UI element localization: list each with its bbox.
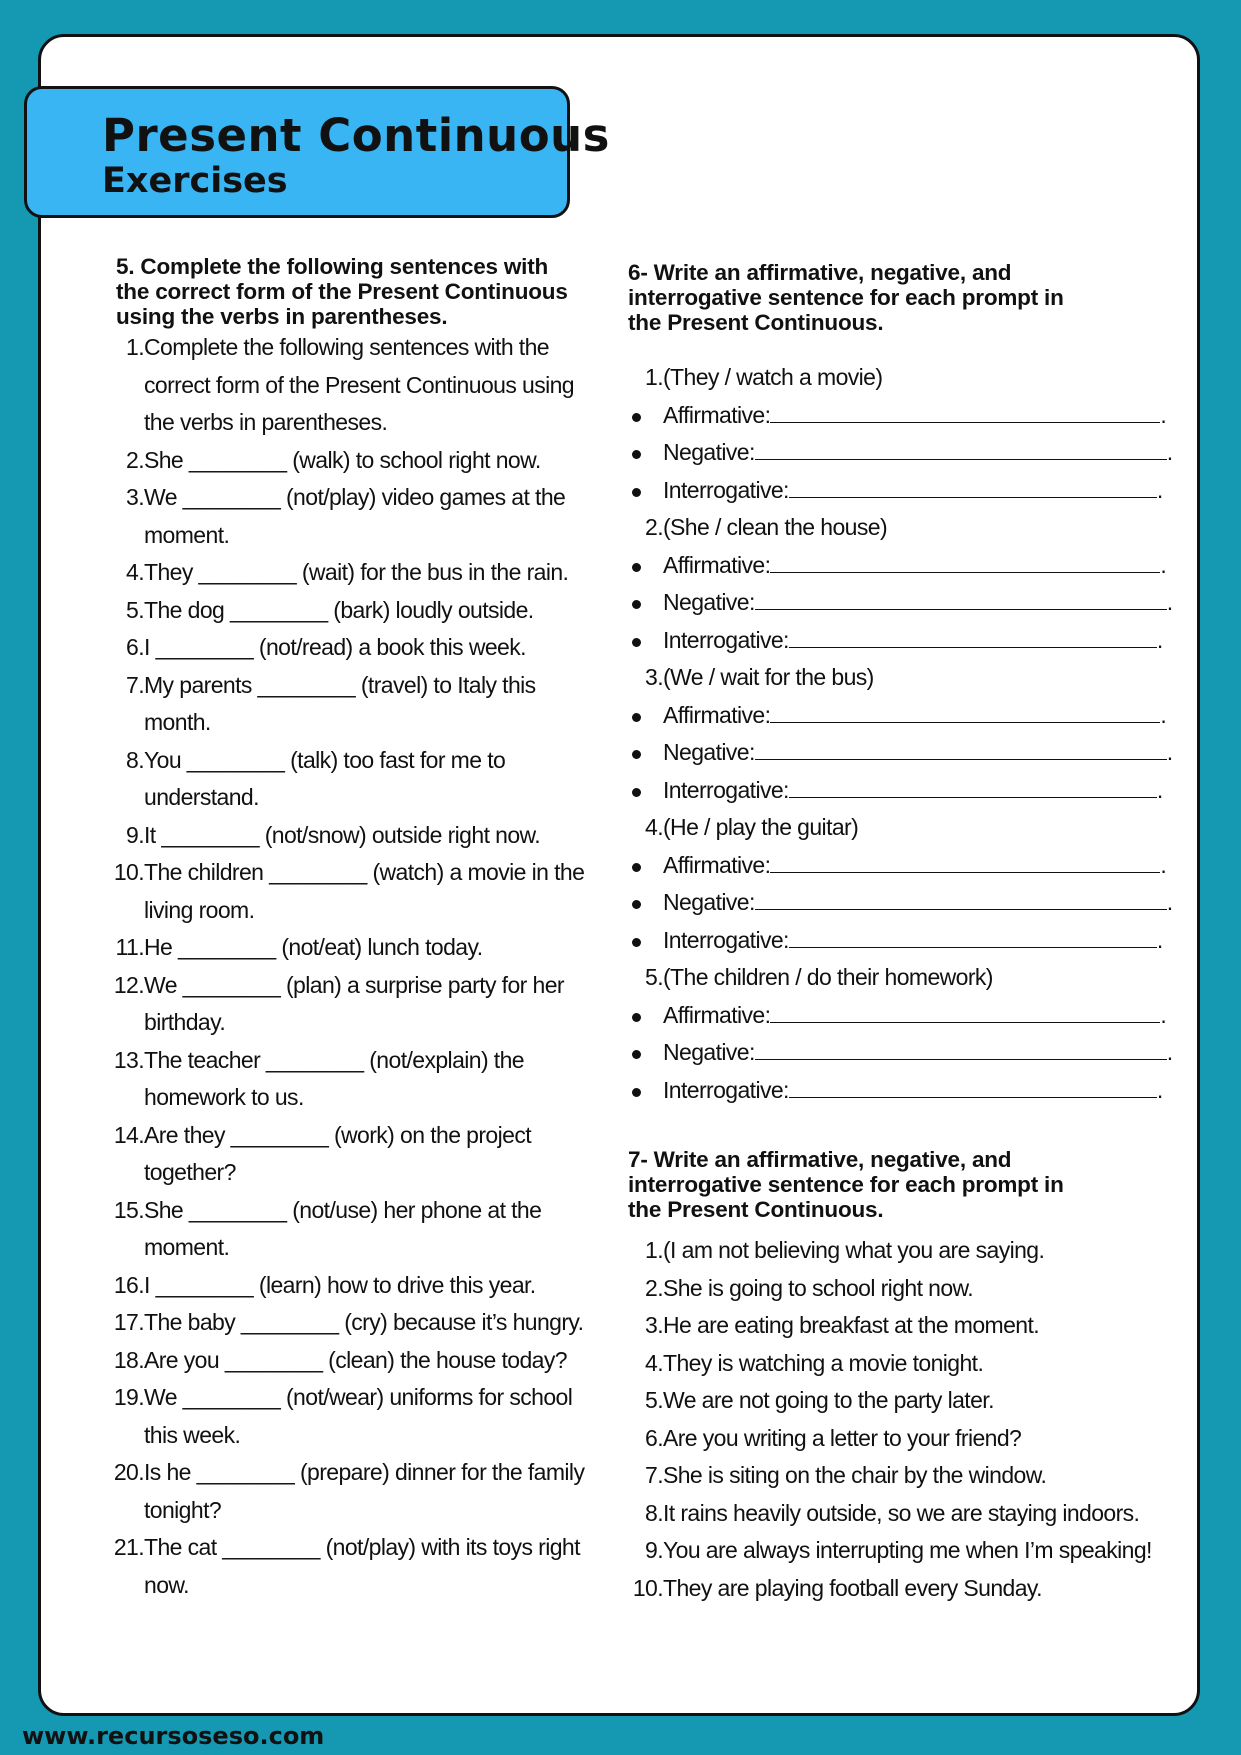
exercise-6-interrogative-label: Interrogative: <box>663 626 789 653</box>
exercise-5-item <box>116 479 586 554</box>
answer-blank[interactable] <box>770 698 1160 723</box>
exercise-5-item-text: You ________ (talk) too fast for me to understand. <box>144 746 506 810</box>
answer-blank[interactable] <box>789 623 1157 648</box>
exercise-6-interrogative-row <box>628 922 1188 960</box>
exercise-6-prompt <box>628 809 1188 847</box>
exercise-7-item-number: 8. <box>645 1499 663 1526</box>
exercise-6-prompt-text: (She / clean the house) <box>663 514 888 540</box>
exercise-5-item-text: The baby ________ (cry) because it’s hungry. <box>144 1309 584 1335</box>
exercise-6-affirmative-row <box>628 547 1188 585</box>
exercise-5-item <box>113 1529 586 1604</box>
exercise-5-item <box>116 667 586 742</box>
exercise-6-negative-row <box>628 1034 1188 1072</box>
exercise-6-prompt-number: 5. <box>645 964 663 990</box>
exercise-5-item <box>113 1342 586 1380</box>
right-column <box>628 260 1188 1607</box>
exercise-5-item-number: 4. <box>126 559 144 585</box>
exercise-5-item-number: 16. <box>113 1271 144 1298</box>
exercise-5-item-number: 3. <box>126 484 144 510</box>
exercise-5-item <box>113 1379 586 1454</box>
exercise-6-prompt <box>628 959 1188 997</box>
end-period: . <box>1166 739 1173 765</box>
exercise-7-item-text: You are always interrupting me when I’m speaking! <box>663 1537 1152 1563</box>
exercise-6-prompt <box>628 509 1188 547</box>
exercise-5-item-number: 2. <box>126 446 144 473</box>
exercise-6-prompt-group <box>628 509 1188 659</box>
answer-blank[interactable] <box>789 923 1157 948</box>
exercise-6-interrogative-label: Interrogative: <box>663 926 789 953</box>
exercise-6-prompt-group <box>628 359 1188 509</box>
exercise-5-item-number: 18. <box>113 1346 144 1373</box>
exercise-6-prompts <box>628 359 1188 1109</box>
exercise-7-item <box>628 1382 1188 1420</box>
exercise-5-item <box>113 1192 586 1267</box>
answer-blank[interactable] <box>770 998 1160 1023</box>
exercise-7-item <box>628 1345 1188 1383</box>
exercise-5-list <box>113 329 586 1604</box>
exercise-7-item-text: We are not going to the party later. <box>663 1387 994 1413</box>
exercise-5-item-number: 21. <box>113 1534 144 1560</box>
end-period: . <box>1166 439 1173 465</box>
exercise-5-item <box>113 967 586 1042</box>
exercise-6-affirmative-label: Affirmative: <box>663 701 771 728</box>
exercise-7-item-number: 1. <box>645 1237 663 1263</box>
exercise-5-heading: 5. Complete the following sentences with the correct form of the Present Continuous using the verbs in parentheses. <box>116 254 568 329</box>
exercise-5-item <box>116 442 586 480</box>
exercise-6-interrogative-label: Interrogative: <box>663 1076 789 1103</box>
footer-url[interactable]: www.recursoseso.com <box>22 1722 325 1750</box>
exercise-5-item-number: 7. <box>126 671 144 698</box>
exercise-6-negative-row <box>628 584 1188 622</box>
exercise-5-item-text: The teacher ________ (not/explain) the homework to us. <box>144 1046 524 1110</box>
exercise-5-item-text: We ________ (plan) a surprise party for her birthday. <box>144 971 564 1035</box>
exercise-5-item <box>116 554 586 592</box>
exercise-7-item <box>628 1307 1188 1345</box>
exercise-7-item <box>628 1532 1188 1570</box>
exercise-5-item-number: 19. <box>113 1384 144 1410</box>
exercise-5-item <box>113 854 586 929</box>
exercise-5-item-number: 9. <box>126 821 144 848</box>
exercise-7-item-text: He are eating breakfast at the moment. <box>663 1312 1040 1338</box>
exercise-5-item <box>113 1267 586 1305</box>
exercise-5-item-text: I ________ (learn) how to drive this year. <box>144 1271 536 1298</box>
exercise-5-item <box>116 817 586 855</box>
exercise-6-prompt-number: 1. <box>645 364 663 390</box>
exercise-5-item-text: She ________ (walk) to school right now. <box>144 446 541 473</box>
exercise-7-item-number: 3. <box>645 1312 663 1338</box>
exercise-5-item-text: The dog ________ (bark) loudly outside. <box>144 596 534 623</box>
exercise-5-item-number: 20. <box>113 1459 144 1485</box>
exercise-6-negative-row <box>628 434 1188 472</box>
answer-blank[interactable] <box>755 585 1167 610</box>
exercise-7-item <box>628 1420 1188 1458</box>
exercise-5-item-number: 8. <box>126 746 144 773</box>
exercise-6-negative-row <box>628 734 1188 772</box>
exercise-5-item-number: 12. <box>113 971 144 998</box>
exercise-5-item-number: 15. <box>113 1196 144 1223</box>
end-period: . <box>1160 851 1167 878</box>
exercise-7-heading: 7- Write an affirmative, negative, and interrogative sentence for each prompt in the Present Continuous. <box>628 1147 1064 1222</box>
exercise-7-item-number: 5. <box>645 1387 663 1413</box>
exercise-7-item-text: Are you writing a letter to your friend? <box>663 1424 1022 1451</box>
exercise-7-item-text: (I am not believing what you are saying. <box>663 1237 1045 1263</box>
exercise-7-item-text: She is going to school right now. <box>663 1274 974 1301</box>
answer-blank[interactable] <box>755 885 1167 910</box>
exercise-7-item-text: They is watching a movie tonight. <box>663 1349 984 1376</box>
exercise-5-item <box>116 742 586 817</box>
exercise-6-prompt-text: (The children / do their homework) <box>663 964 993 990</box>
exercise-5-item-text: My parents ________ (travel) to Italy this month. <box>144 671 536 735</box>
exercise-6-affirmative-label: Affirmative: <box>663 401 771 428</box>
exercise-6-negative-label: Negative: <box>663 739 755 765</box>
exercise-7-item <box>628 1270 1188 1308</box>
exercise-6-prompt-number: 4. <box>645 814 663 840</box>
page-title: Present Continuous <box>102 109 610 162</box>
answer-blank[interactable] <box>755 735 1167 760</box>
answer-blank[interactable] <box>770 548 1160 573</box>
exercise-5-item-number: 14. <box>113 1121 144 1148</box>
exercise-6-prompt <box>628 659 1188 697</box>
exercise-5-item-text: Are you ________ (clean) the house today? <box>144 1346 567 1373</box>
end-period: . <box>1166 1039 1173 1065</box>
exercise-6-interrogative-row <box>628 772 1188 810</box>
exercise-7-item-number: 6. <box>645 1424 663 1451</box>
title-banner <box>24 86 610 218</box>
exercise-5-item <box>116 592 586 630</box>
answer-blank[interactable] <box>755 435 1167 460</box>
exercise-5-item-text: Is he ________ (prepare) dinner for the family tonight? <box>144 1459 585 1523</box>
exercise-5-item-number: 10. <box>113 859 144 885</box>
exercise-7-item-number: 2. <box>645 1274 663 1301</box>
exercise-5-item <box>113 1117 586 1192</box>
answer-blank[interactable] <box>789 473 1157 498</box>
exercise-6-heading: 6- Write an affirmative, negative, and interrogative sentence for each prompt in the Present Continuous. <box>628 260 1064 335</box>
exercise-6-affirmative-row <box>628 997 1188 1035</box>
exercise-5-item <box>116 929 586 967</box>
exercise-5-item-number: 13. <box>113 1046 144 1073</box>
end-period: . <box>1160 701 1167 728</box>
end-period: . <box>1160 551 1167 578</box>
exercise-7-item-text: She is siting on the chair by the window. <box>663 1462 1047 1488</box>
exercise-5-item-text: The children ________ (watch) a movie in the living room. <box>144 859 585 923</box>
end-period: . <box>1166 589 1173 615</box>
exercise-6-affirmative-label: Affirmative: <box>663 1001 771 1028</box>
exercise-6-prompt-text: (He / play the guitar) <box>663 814 859 840</box>
exercise-5-item <box>116 329 586 442</box>
exercise-6-affirmative-row <box>628 397 1188 435</box>
exercise-5-item-text: She ________ (not/use) her phone at the moment. <box>144 1196 542 1260</box>
exercise-6-prompt <box>628 359 1188 397</box>
answer-blank[interactable] <box>770 848 1160 873</box>
exercise-5-item-text: I ________ (not/read) a book this week. <box>144 634 526 660</box>
exercise-7 <box>628 1147 1188 1607</box>
exercise-6-interrogative-row <box>628 622 1188 660</box>
exercise-7-item <box>628 1495 1188 1533</box>
exercise-7-item <box>628 1232 1188 1270</box>
exercise-5-item <box>113 1304 586 1342</box>
end-period: . <box>1160 1001 1167 1028</box>
exercise-6-negative-label: Negative: <box>663 439 755 465</box>
exercise-5-item-text: He ________ (not/eat) lunch today. <box>144 934 483 960</box>
exercise-6-prompt-text: (They / watch a movie) <box>663 364 883 390</box>
exercise-5-item-number: 6. <box>126 634 144 660</box>
exercise-5-item-number: 11. <box>115 934 144 960</box>
exercise-5-item-text: We ________ (not/play) video games at the moment. <box>144 484 566 548</box>
exercise-5-item <box>113 1454 586 1529</box>
end-period: . <box>1156 776 1163 803</box>
answer-blank[interactable] <box>789 773 1157 798</box>
exercise-6-prompt-group <box>628 659 1188 809</box>
exercise-6 <box>628 260 1188 1109</box>
end-period: . <box>1166 889 1173 915</box>
exercise-7-item-number: 9. <box>645 1537 663 1563</box>
exercise-7-item-text: It rains heavily outside, so we are staying indoors. <box>663 1499 1140 1526</box>
exercise-6-interrogative-label: Interrogative: <box>663 476 789 503</box>
exercise-6-affirmative-label: Affirmative: <box>663 851 771 878</box>
exercise-6-prompt-group <box>628 959 1188 1109</box>
exercise-7-item-number: 7. <box>645 1462 663 1488</box>
exercise-5-item <box>116 629 586 667</box>
exercise-6-prompt-text: (We / wait for the bus) <box>663 664 874 690</box>
answer-blank[interactable] <box>789 1073 1157 1098</box>
answer-blank[interactable] <box>755 1035 1167 1060</box>
exercise-6-affirmative-row <box>628 697 1188 735</box>
exercise-7-list <box>628 1232 1188 1607</box>
exercise-5-item-number: 17. <box>113 1309 144 1335</box>
end-period: . <box>1156 476 1163 503</box>
exercise-5-item-text: We ________ (not/wear) uniforms for school this week. <box>144 1384 573 1448</box>
exercise-5-item-number: 5. <box>126 596 144 623</box>
exercise-7-item <box>628 1457 1188 1495</box>
exercise-6-affirmative-label: Affirmative: <box>663 551 771 578</box>
exercise-6-negative-label: Negative: <box>663 1039 755 1065</box>
exercise-6-interrogative-row <box>628 472 1188 510</box>
exercise-7-item-number: 10. <box>632 1574 663 1601</box>
exercise-6-negative-row <box>628 884 1188 922</box>
exercise-5-item-text: The cat ________ (not/play) with its toys right now. <box>144 1534 580 1598</box>
end-period: . <box>1160 401 1167 428</box>
answer-blank[interactable] <box>770 398 1160 423</box>
exercise-5 <box>113 254 586 1604</box>
exercise-7-item-number: 4. <box>645 1349 663 1376</box>
exercise-6-negative-label: Negative: <box>663 889 755 915</box>
exercise-6-prompt-number: 3. <box>645 664 663 690</box>
exercise-6-prompt-number: 2. <box>645 514 663 540</box>
exercise-6-prompt-group <box>628 809 1188 959</box>
end-period: . <box>1156 926 1163 953</box>
page-subtitle: Exercises <box>102 161 288 201</box>
end-period: . <box>1156 1076 1163 1103</box>
exercise-5-item-text: It ________ (not/snow) outside right now. <box>144 821 541 848</box>
exercise-6-negative-label: Negative: <box>663 589 755 615</box>
end-period: . <box>1156 626 1163 653</box>
exercise-6-interrogative-label: Interrogative: <box>663 776 789 803</box>
exercise-7-item <box>628 1570 1188 1608</box>
exercise-7-item-text: They are playing football every Sunday. <box>663 1574 1042 1601</box>
exercise-6-interrogative-row <box>628 1072 1188 1110</box>
exercise-5-item <box>113 1042 586 1117</box>
exercise-6-affirmative-row <box>628 847 1188 885</box>
exercise-5-item-number: 1. <box>126 334 144 360</box>
exercise-5-item-text: Are they ________ (work) on the project together? <box>144 1121 532 1185</box>
exercise-5-item-text: Complete the following sentences with the correct form of the Present Continuous using the verbs in parentheses. <box>144 334 574 435</box>
exercise-5-item-text: They ________ (wait) for the bus in the rain. <box>144 559 569 585</box>
